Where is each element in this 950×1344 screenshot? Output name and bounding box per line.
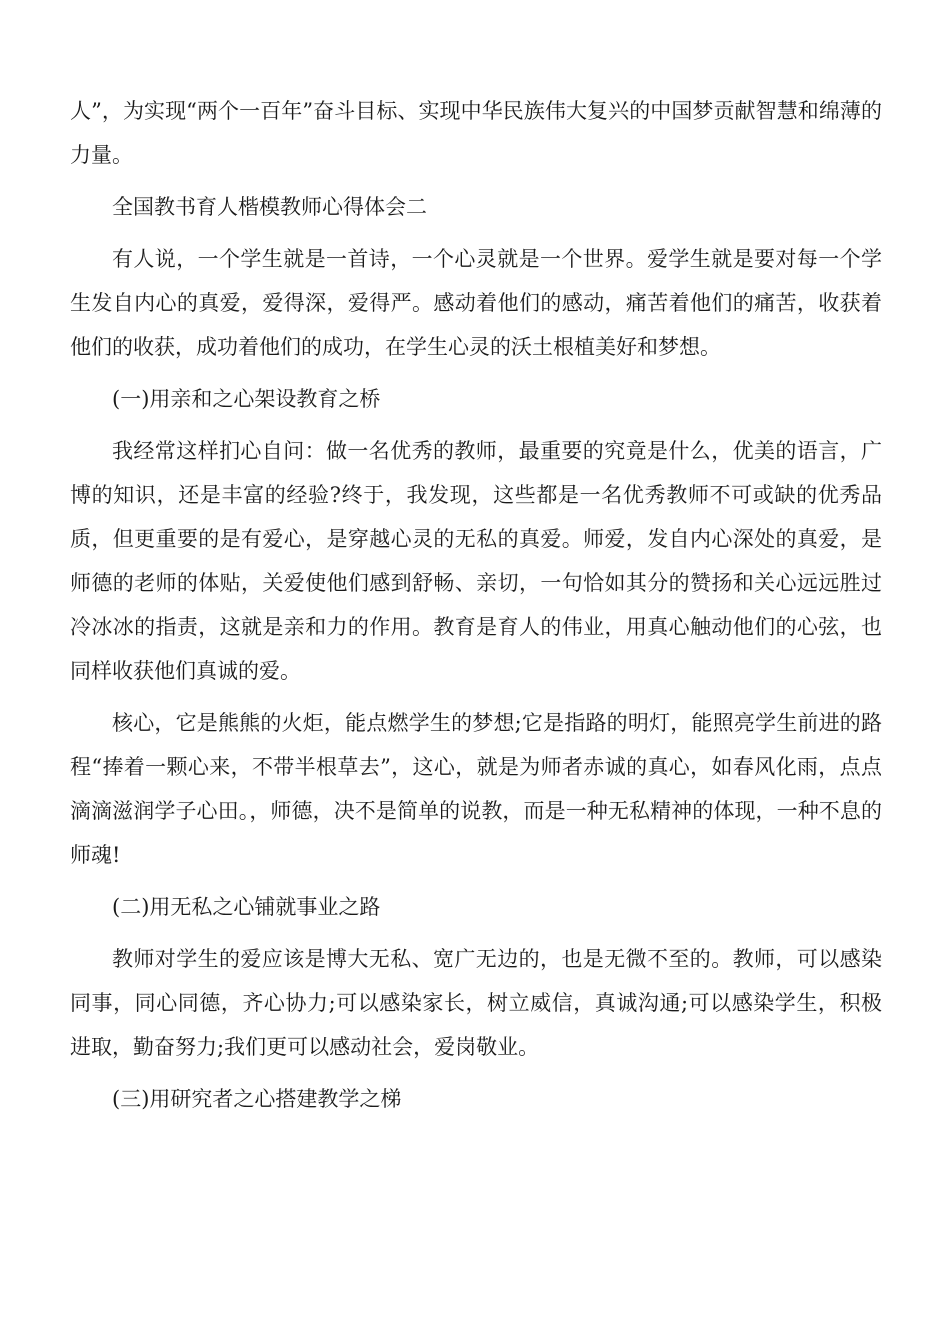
paragraph: 我经常这样扪心自问：做一名优秀的教师，最重要的究竟是什么，优美的语言，广博的知识，还是丰富的经验?终于，我发现，这些都是一名优秀教师不可或缺的优秀品质，但更重要的是有爱心，是穿越心灵的无私的真爱。师爱，发自内心深处的真爱，是师德的老师的体贴，关爱使他们感到舒畅、亲切，一句恰如其分的赞扬和关心远远胜过冷冰冰的指责，这就是亲和力的作用。教育是育人的伟业，用真心触动他们的心弦，也同样收获他们真诚的爱。 (70, 439, 882, 683)
subsection-heading-3: (三)用研究者之心搭建教学之梯 (112, 1087, 402, 1111)
paragraph: 有人说，一个学生就是一首诗，一个心灵就是一个世界。爱学生就是要对每一个学生发自内心的真爱，爱得深，爱得严。感动着他们的感动，痛苦着他们的痛苦，收获着他们的收获，成功着他们的成功，在学生心灵的沃土根植美好和梦想。 (70, 247, 882, 359)
paragraph: 核心，它是熊熊的火炬，能点燃学生的梦想;它是指路的明灯，能照亮学生前进的路程“捧着一颗心来，不带半根草去”，这心，就是为师者赤诚的真心，如春风化雨，点点滴滴滋润学子心田。，师德，决不是简单的说教，而是一种无私精神的体现，一种不息的师魂! (70, 711, 882, 867)
document-page (70, 89, 882, 1129)
subsection-heading-1: (一)用亲和之心架设教育之桥 (112, 387, 381, 411)
paragraph-continuation: 人”，为实现“两个一百年”奋斗目标、实现中华民族伟大复兴的中国梦贡献智慧和绵薄的力量。 (70, 99, 882, 167)
paragraph: 教师对学生的爱应该是博大无私、宽广无边的，也是无微不至的。教师，可以感染同事，同心同德，齐心协力;可以感染家长，树立威信，真诚沟通;可以感染学生，积极进取，勤奋努力;我们更可以感动社会，爱岗敬业。 (70, 947, 882, 1059)
subsection-heading-2: (二)用无私之心铺就事业之路 (112, 895, 381, 919)
section-title: 全国教书育人楷模教师心得体会二 (112, 195, 427, 219)
